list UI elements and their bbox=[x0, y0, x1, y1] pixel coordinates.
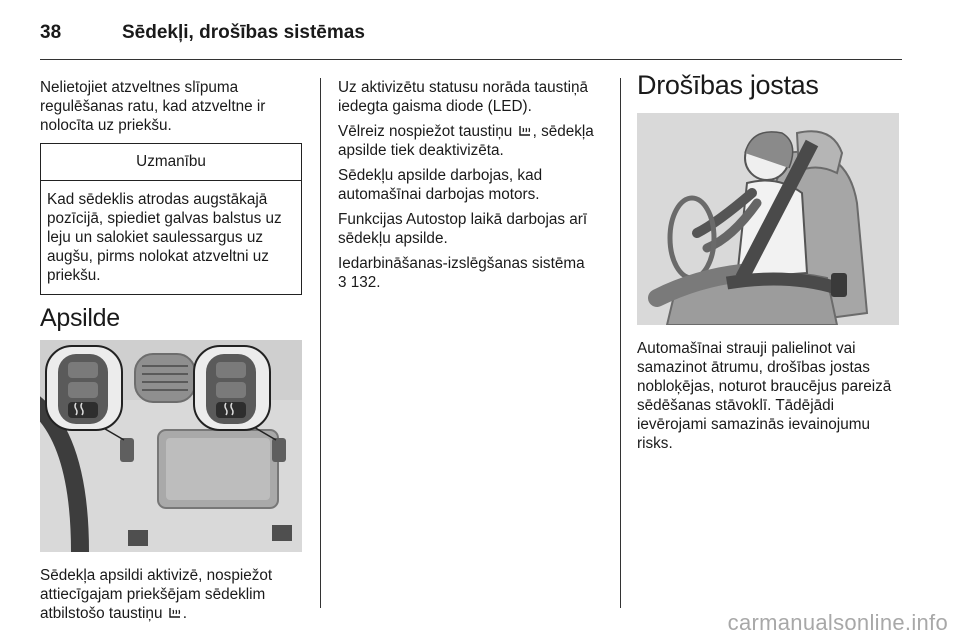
deactivate-paragraph bbox=[338, 122, 604, 160]
heating-caption bbox=[40, 566, 302, 623]
section-heading-heating: Apsilde bbox=[40, 304, 120, 332]
engine-running-paragraph: Sēdekļu apsilde darbojas, kad automašīnai darbojas motors. bbox=[338, 167, 543, 203]
deactivate-text-start: Vēlreiz nospiežot taustiņu bbox=[338, 123, 513, 140]
heating-caption-text: Sēdekļa apsildi aktivizē, nospiežot attiecīgajam priekšējam sēdeklim atbilstošo taustiņu bbox=[40, 567, 273, 622]
seat-heater-icon bbox=[517, 124, 533, 138]
start-stop-paragraph bbox=[338, 254, 604, 292]
seat-belt-paragraph: Automašīnai strauji palielinot vai samazinot ātrumu, drošības jostas nobloķējas, noturot braucējus pareizā sēdēšanas stāvoklī. Tādējādi ievērojami samazinās ievainojumu risks. bbox=[637, 340, 892, 452]
page-reference-link[interactable]: 132. bbox=[350, 274, 381, 291]
autostop-paragraph: Funkcijas Autostop laikā darbojas arī sēdekļu apsilde. bbox=[338, 211, 588, 247]
deactivate-text-end: , sēdekļa apsilde tiek deaktivizēta. bbox=[338, 123, 594, 159]
warning-box bbox=[40, 143, 302, 295]
column-left bbox=[40, 78, 302, 629]
column-divider-1 bbox=[320, 78, 321, 608]
warning-title: Uzmanību bbox=[41, 144, 301, 181]
column-right bbox=[637, 70, 905, 459]
start-stop-text: Iedarbināšanas-izslēgšanas sistēma bbox=[338, 255, 585, 272]
heating-caption-end: . bbox=[182, 605, 187, 622]
seat-heater-buttons-illustration bbox=[40, 340, 302, 552]
page-number: 38 bbox=[40, 22, 62, 43]
led-paragraph: Uz aktivizētu statusu norāda taustiņā iedegta gaisma diode (LED). bbox=[338, 79, 588, 115]
watermark: carmanualsonline.info bbox=[727, 610, 948, 635]
column-divider-2 bbox=[620, 78, 621, 608]
page-ref-arrow-icon: 3 bbox=[338, 274, 347, 291]
intro-paragraph: Nelietojiet atzveltnes slīpuma regulēšanas ratu, kad atzveltne ir nolocīta uz priekšu. bbox=[40, 79, 266, 134]
seat-belt-illustration bbox=[637, 113, 899, 325]
page-header bbox=[40, 18, 902, 60]
section-heading-seat-belts: Drošības jostas bbox=[637, 70, 819, 100]
column-middle bbox=[338, 78, 604, 298]
seat-heater-icon bbox=[167, 606, 183, 620]
chapter-title: Sēdekļi, drošības sistēmas bbox=[122, 22, 365, 43]
warning-text: Kad sēdeklis atrodas augstākajā pozīcijā, spiediet galvas balstus uz leju un salokiet saulessargus uz augšu, pirms nolokat atzveltni uz priekšu. bbox=[47, 191, 282, 284]
